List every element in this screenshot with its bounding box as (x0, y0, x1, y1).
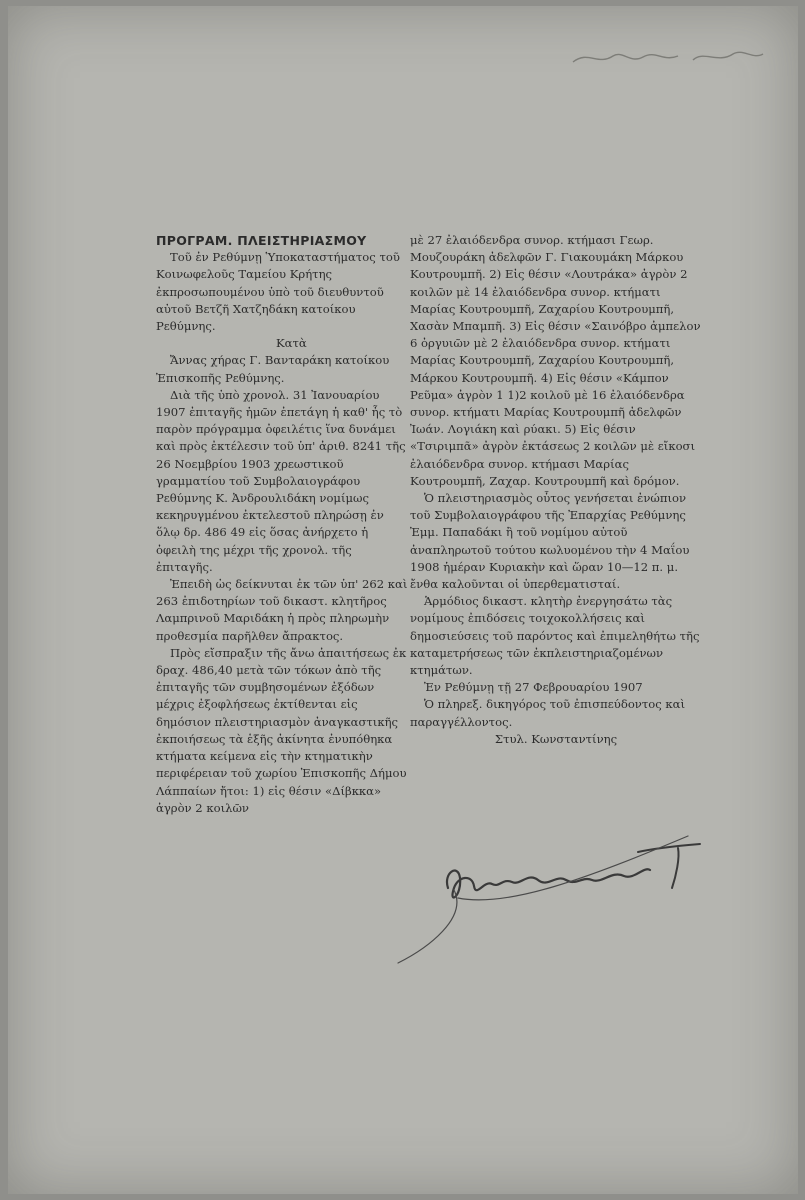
collection-paragraph: Πρὸς εἴσπραξιν τῆς ἄνω ἀπαιτήσεως ἐκ δραχ. 486,40 μετὰ τῶν τόκων ἀπὸ τῆς ἐπιταγῆς τῶν συμβησομένων ἐξόδων μέχρις ἐξοφλήσεως ἐκτίθενται εἰς δημόσιον πλειστηριασμὸν ἀναγκαστικῆς ἐκποιήσεως τὰ ἑξῆς ἀκίνητα ἐνυπόθηκα κτήματα κείμενα εἰς τὴν κτηματικὴν περιφέρειαν τοῦ χωρίου Ἐπισκοπῆς Δήμου Λάππαίων ἤτοι: 1) εἰς θέσιν «Δίβκκα» ἀγρὸν 2 κοιλῶν (156, 645, 407, 815)
date-line: Ἐν Ρεθύμνῃ τῇ 27 Φεβρουαρίου 1907 (424, 680, 643, 695)
notice-heading: ΠΡΟΓΡΑΜ. ΠΛΕΙΣΤΗΡΙΑΣΜΟΥ (156, 233, 367, 248)
attorney-line: Ὁ πληρεξ. δικηγόρος τοῦ ἐπισπεύδοντος καὶ παραγγέλλοντος. (410, 697, 686, 729)
pencil-scribble-mark (568, 42, 768, 72)
order-paragraph: Διὰ τῆς ὑπὸ χρονολ. 31 Ἰανουαρίου 1907 ἐπιταγῆς ἡμῶν ἐπετάγη ἡ καθ' ἧς τὸ παρὸν πρόγραμμα ὀφειλέτις ἵνα δυνάμει καὶ πρὸς ἐκτέλεσιν τοῦ ὑπ' ἀριθ. 8241 τῆς 26 Νοεμβρίου 1903 χρεωστικοῦ γραμματίου τοῦ Συμβολαιογράφου Ρεθύμνης Κ. Ἀνδρουλιδάκη νομίμως κεκηρυγμένου ἐκτελεστοῦ πληρώσῃ ἐν ὅλῳ δρ. 486 49 εἰς ὅσας ἀνήρχετο ἡ ὀφειλὴ της μέχρι τῆς χρονολ. τῆς ἐπιταγῆς. (156, 387, 406, 574)
attorney-name: Στυλ. Κωνσταντίνης (494, 731, 618, 746)
deadline-paragraph: Ἐπειδὴ ὡς δείκνυται ἐκ τῶν ὑπ' 262 καὶ 263 ἐπιδοτηρίων τοῦ δικαστ. κλητῆρος Λαμπρινοῦ Μαριδάκη ἡ πρὸς πληρωμὴν προθεσμία παρῆλθεν ἄπρακτος. (156, 577, 408, 643)
bailiff-paragraph: Ἁρμόδιος δικαστ. κλητὴρ ἐνεργησάτω τὰς νομίμους ἐπιδόσεις τοιχοκολλήσεις καὶ δημοσιεύσεις τοῦ παρόντος καὶ ἐπιμεληθήτω τῆς καταμετρήσεως τῶν ἐκπλειστηριαζομένων κτημάτων. (410, 594, 700, 678)
creditor-paragraph: Τοῦ ἐν Ρεθύμνῃ Ὑποκαταστήματος τοῦ Κοινωφελοῦς Ταμείου Κρήτης ἐκπροσωπουμένου ὑπὸ τοῦ διευθυντοῦ αὐτοῦ Βετζῆ Χατζηδάκη κατοίκου Ρεθύμνης. (156, 250, 400, 334)
auction-paragraph: Ὁ πλειστηριασμὸς οὗτος γενήσεται ἐνώπιον τοῦ Συμβολαιογράφου τῆς Ἐπαρχίας Ρεθύμνης Ἐμμ. Παπαδάκι ἢ τοῦ νομίμου αὐτοῦ ἀναπληρωτοῦ τούτου κωλυομένου τὴν 4 Μαΐου 1908 ἡμέραν Κυριακὴν καὶ ὥραν 10—12 π. μ. ἔνθα καλοῦνται οἱ ὑπερθεματισταί. (410, 491, 690, 592)
debtor-paragraph: Ἄννας χήρας Γ. Βανταράκη κατοίκου Ἐπισκοπῆς Ρεθύμνης. (156, 353, 390, 385)
handwritten-signature (388, 818, 718, 978)
paper-sheet (8, 6, 798, 1194)
properties-paragraph: μὲ 27 ἐλαιόδενδρα συνορ. κτήμασι Γεωρ. Μουζουράκη ἀδελφῶν Γ. Γιακουμάκη Μάρκου Κουτρουμπῆ. 2) Εἰς θέσιν «Λουτράκα» ἀγρὸν 2 κοιλῶν μὲ 14 ἐλαιόδενδρα συνορ. κτήματι Μαρίας Κουτρουμπῆ, Ζαχαρίου Κουτρουμπῆ, Χασὰν Μπαμπῆ. 3) Εἰς θέσιν «Σαινόβρο ἀμπελον 6 ὀργυιῶν μὲ 2 ἐλαιόδενδρα συνορ. κτήματι Μαρίας Κουτρουμπῆ, Ζαχαρίου Κουτρουμπῆ, Μάρκου Κουτρουμπῆ. 4) Εἰς θέσιν «Κάμπον Ρεῦμα» ἀγρὸν 1 1)2 κοιλοῦ μὲ 16 ἐλαιόδενδρα συνορ. κτήματι Μαρίας Κουτρουμπῆ ἀδελφῶν Ἰωάν. Λογιάκη καὶ ρύακι. 5) Εἰς θέσιν «Τσιριμπᾶ» ἀγρὸν ἐκτάσεως 2 κοιλῶν μὲ εἴκοσι ἐλαιόδενδρα συνορ. κτήμασι Μαρίας Κουτρουμπῆ, Ζαχαρ. Κουτρουμπῆ καὶ δρόμον. (410, 233, 701, 488)
left-text-column (156, 232, 408, 817)
newspaper-clipping (148, 232, 708, 892)
right-text-column (410, 232, 702, 748)
against-label: Κατὰ (276, 336, 307, 351)
